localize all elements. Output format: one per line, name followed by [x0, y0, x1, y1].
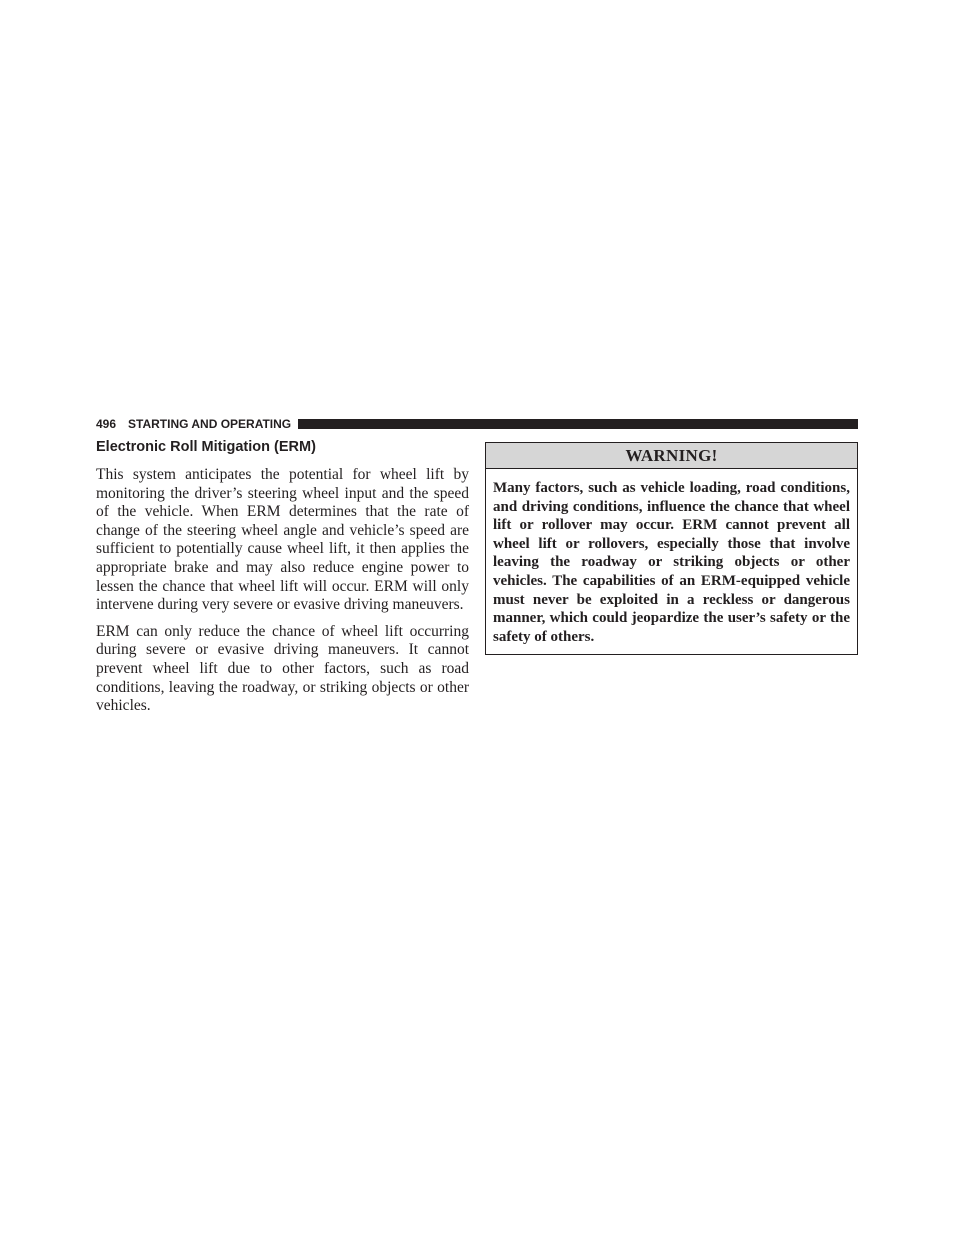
paragraph-1: This system anticipates the potential for wheel lift by monitoring the driver’s steering wheel input and the speed of the vehicle. When ERM determines that the rate of change of the steering wheel angle and vehicle’s speed are sufficient to potentially cause wheel lift, it then applies the appropriate brake and may also reduce engine power to lessen the chance that wheel lift will occur. ERM will only intervene during very severe or evasive driving maneuvers.: [96, 466, 469, 614]
page-number: 496: [96, 417, 117, 431]
page-header: [96, 417, 858, 431]
section-heading: Electronic Roll Mitigation (ERM): [96, 439, 316, 455]
warning-title: WARNING!: [486, 443, 857, 469]
paragraph-2: ERM can only reduce the chance of wheel lift occurring during severe or evasive driving maneuvers. It cannot prevent wheel lift due to other factors, such as road conditions, leaving the roadway, or striking objects or other vehicles.: [96, 622, 469, 715]
section-title: STARTING AND OPERATING: [128, 417, 292, 431]
left-column: [96, 438, 469, 724]
warning-box: [485, 442, 858, 655]
header-rule: [298, 419, 858, 429]
warning-text: Many factors, such as vehicle loading, road conditions, and driving conditions, influence the chance that wheel lift or rollover may occur. ERM cannot prevent all wheel lift or rollovers, especially those that involve leaving the roadway or striking objects or other vehicles. The capabilities of an ERM-equipped vehicle must never be exploited in a reckless or dangerous manner, which could jeopardize the user’s safety or the safety of others.: [493, 480, 850, 645]
